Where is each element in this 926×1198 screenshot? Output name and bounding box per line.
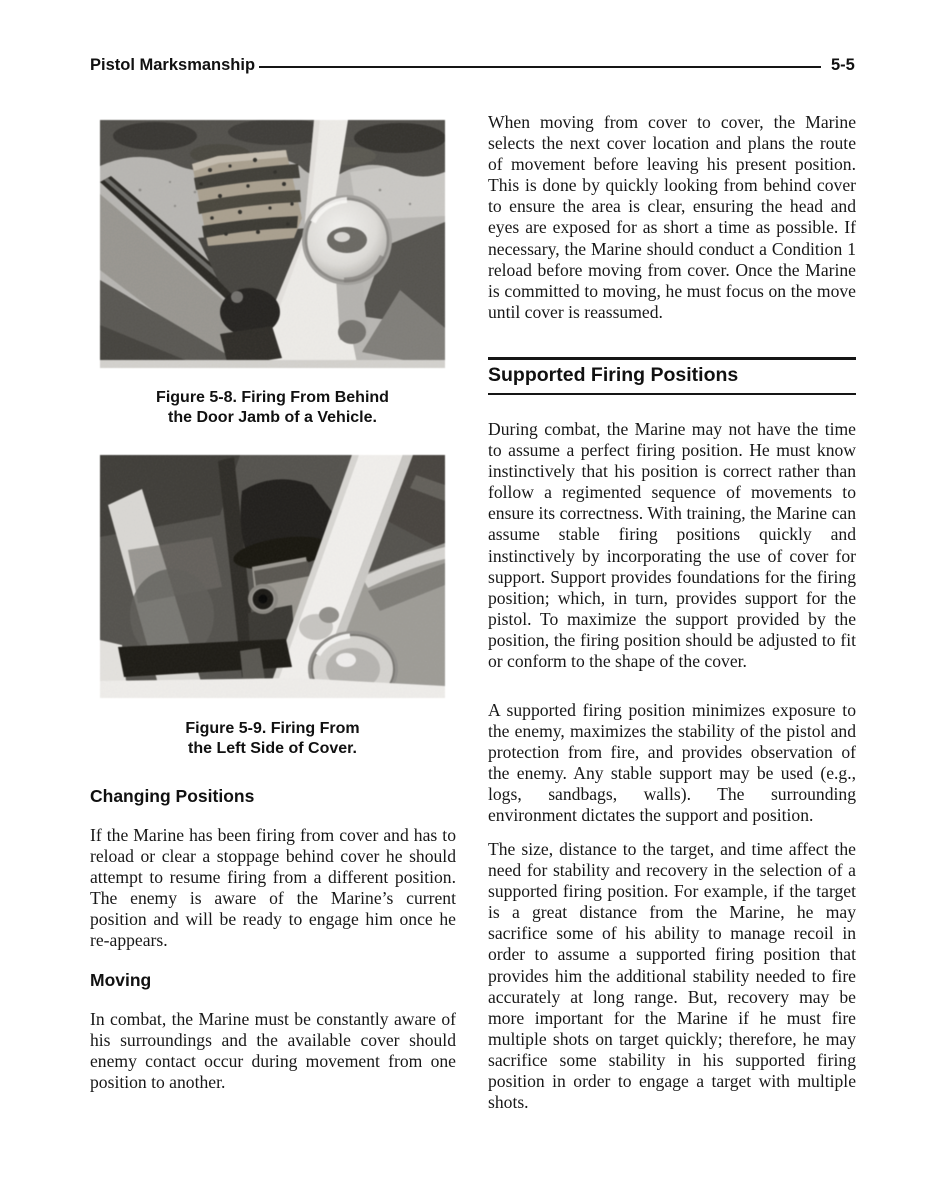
paragraph-supported-2: A supported firing position minimizes exposure to the enemy, maximizes the stability of the pistol and protection from fire, and provides observation of the enemy. Any stable support may be used (e.g., logs, sandbags, walls). The surrounding environment dictates the support and position. [488, 700, 856, 826]
heading-moving: Moving [90, 970, 152, 990]
paragraph-supported-3: The size, distance to the target, and time affect the need for stability and recovery in the selection of a supported firing position. For example, if the target is a great distance from the Marine, he may sacrifice some of his ability to manage recoil in order to assume a supported firing position that provides him the additional stability needed to fire accurately at long range. But, recovery may be more important for the Marine if he must fire multiple shots on target quickly; therefore, he may sacrifice some stability in his supported firing position in order to engage a target with multiple shots. [488, 839, 856, 1113]
figure-5-9-caption-line1: Figure 5-9. Firing From [185, 720, 360, 737]
figure-5-9-photo [100, 455, 445, 698]
figure-5-8-photo [100, 120, 445, 368]
paragraph-moving-cover-to-cover: When moving from cover to cover, the Marine selects the next cover location and plans the route of movement before leaving his present position. This is done by quickly looking from behind cover to ensure the area is clear, ensuring the head and eyes are exposed for as short a time as possible. If necessary, the Marine should conduct a Condition 1 reload before moving from cover. Once the Marine is committed to moving, he must focus on the move until cover is reassumed. [488, 112, 856, 322]
paragraph-changing-positions: If the Marine has been firing from cover and has to reload or clear a stoppage behind cover he should attempt to resume firing from a different position. The enemy is aware of the Marine’s current position and will be ready to engage him once he re-appears. [90, 825, 456, 951]
running-header-title: Pistol Marksmanship [90, 56, 256, 74]
paragraph-moving: In combat, the Marine must be constantly aware of his surroundings and the available cover should enemy contact occur during movement from one position to another. [90, 1009, 456, 1093]
figure-5-8-caption [90, 388, 455, 427]
figure-5-9-caption [90, 719, 455, 758]
paragraph-supported-1: During combat, the Marine may not have the time to assume a perfect firing position. He must know instinctively that his position is correct rather than follow a regimented sequence of movements to ensure its correctness. With training, the Marine can assume stable firing positions quickly and instinctively by incorporating the use of cover for support. Support provides foundations for the firing position; which, in turn, provides support for the pistol. To maximize the support provided by the position, the firing position should be adjusted to fit or conform to the shape of the cover. [488, 419, 856, 672]
figure-5-8-caption-line1: Figure 5-8. Firing From Behind [156, 389, 389, 406]
figure-5-9-caption-line2: the Left Side of Cover. [188, 739, 357, 757]
left-side-cover-photo-illustration [100, 455, 445, 698]
page-number: 5-5 [831, 56, 855, 74]
door-jamb-photo-illustration [100, 120, 445, 368]
header-rule [259, 66, 821, 68]
heading-supported-firing-positions: Supported Firing Positions [488, 357, 856, 395]
heading-changing-positions: Changing Positions [90, 786, 255, 806]
figure-5-8-caption-line2: the Door Jamb of a Vehicle. [168, 408, 377, 426]
